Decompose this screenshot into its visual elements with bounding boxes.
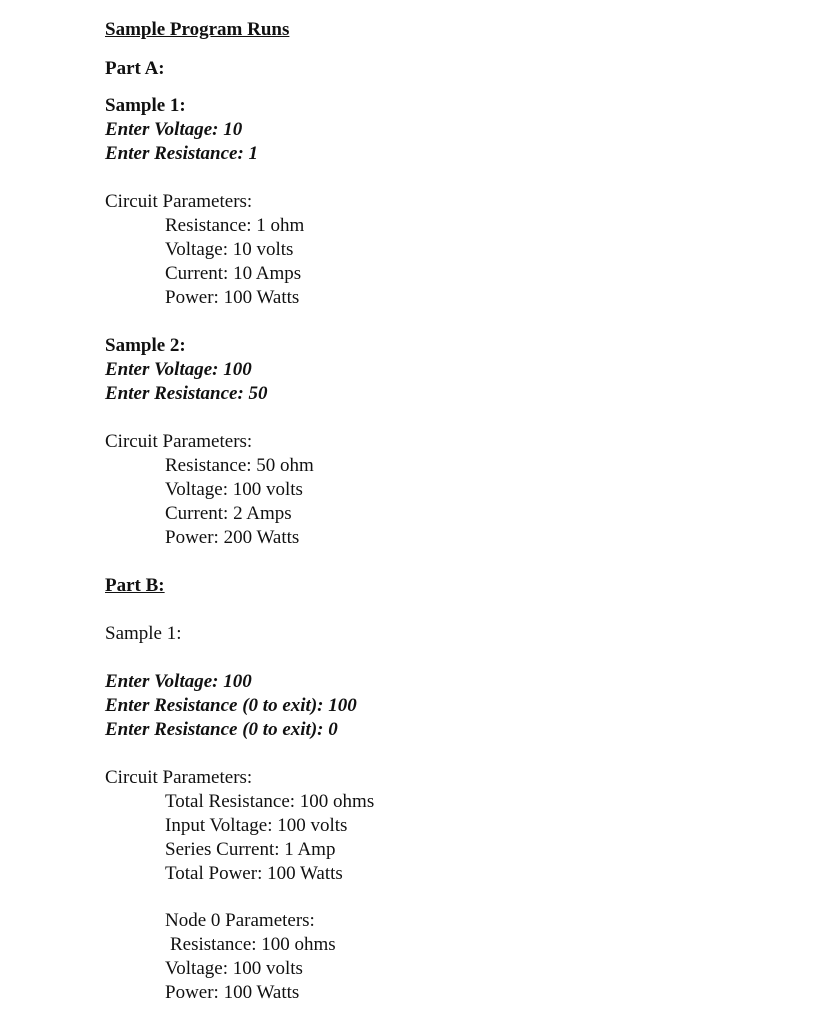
part-a-sample2-input-voltage: Enter Voltage: 100 (105, 359, 252, 380)
part-a-sample1-input-voltage: Enter Voltage: 10 (105, 119, 243, 140)
node-0-voltage: Voltage: 100 volts (165, 958, 303, 979)
part-a-sample2-current: Current: 2 Amps (165, 503, 292, 524)
document-title: Sample Program Runs (105, 19, 290, 40)
part-b-total-resistance: Total Resistance: 100 ohms (165, 791, 375, 812)
part-b-sample1-input-resistance-1: Enter Resistance (0 to exit): 100 (105, 695, 357, 716)
part-b-sample1-params-heading: Circuit Parameters: (105, 767, 253, 788)
part-b-series-current: Series Current: 1 Amp (165, 839, 336, 860)
part-a-sample2-resistance: Resistance: 50 ohm (165, 455, 314, 476)
part-a-sample1-voltage: Voltage: 10 volts (165, 239, 294, 260)
part-a-sample2-input-resistance: Enter Resistance: 50 (105, 383, 268, 404)
part-b-heading: Part B: (105, 575, 165, 596)
part-a-heading: Part A: (105, 58, 165, 79)
part-b-sample1-input-resistance-2: Enter Resistance (0 to exit): 0 (105, 719, 338, 740)
part-b-total-power: Total Power: 100 Watts (165, 863, 343, 884)
part-a-sample1-params-heading: Circuit Parameters: (105, 191, 253, 212)
node-0-heading: Node 0 Parameters: (165, 910, 315, 931)
part-b-input-voltage: Input Voltage: 100 volts (165, 815, 348, 836)
node-0-resistance: Resistance: 100 ohms (170, 934, 336, 955)
part-a-sample1-resistance: Resistance: 1 ohm (165, 215, 305, 236)
part-a-sample1-heading: Sample 1: (105, 95, 186, 116)
part-b-sample1-input-voltage: Enter Voltage: 100 (105, 671, 252, 692)
part-b-sample1-heading: Sample 1: (105, 623, 182, 644)
part-a-sample1-input-resistance: Enter Resistance: 1 (105, 143, 259, 164)
part-a-sample2-voltage: Voltage: 100 volts (165, 479, 303, 500)
part-a-sample2-power: Power: 200 Watts (165, 527, 300, 548)
part-a-sample2-heading: Sample 2: (105, 335, 186, 356)
part-a-sample2-params-heading: Circuit Parameters: (105, 431, 253, 452)
node-0-power: Power: 100 Watts (165, 982, 300, 1003)
part-a-sample1-current: Current: 10 Amps (165, 263, 302, 284)
part-a-sample1-power: Power: 100 Watts (165, 287, 300, 308)
